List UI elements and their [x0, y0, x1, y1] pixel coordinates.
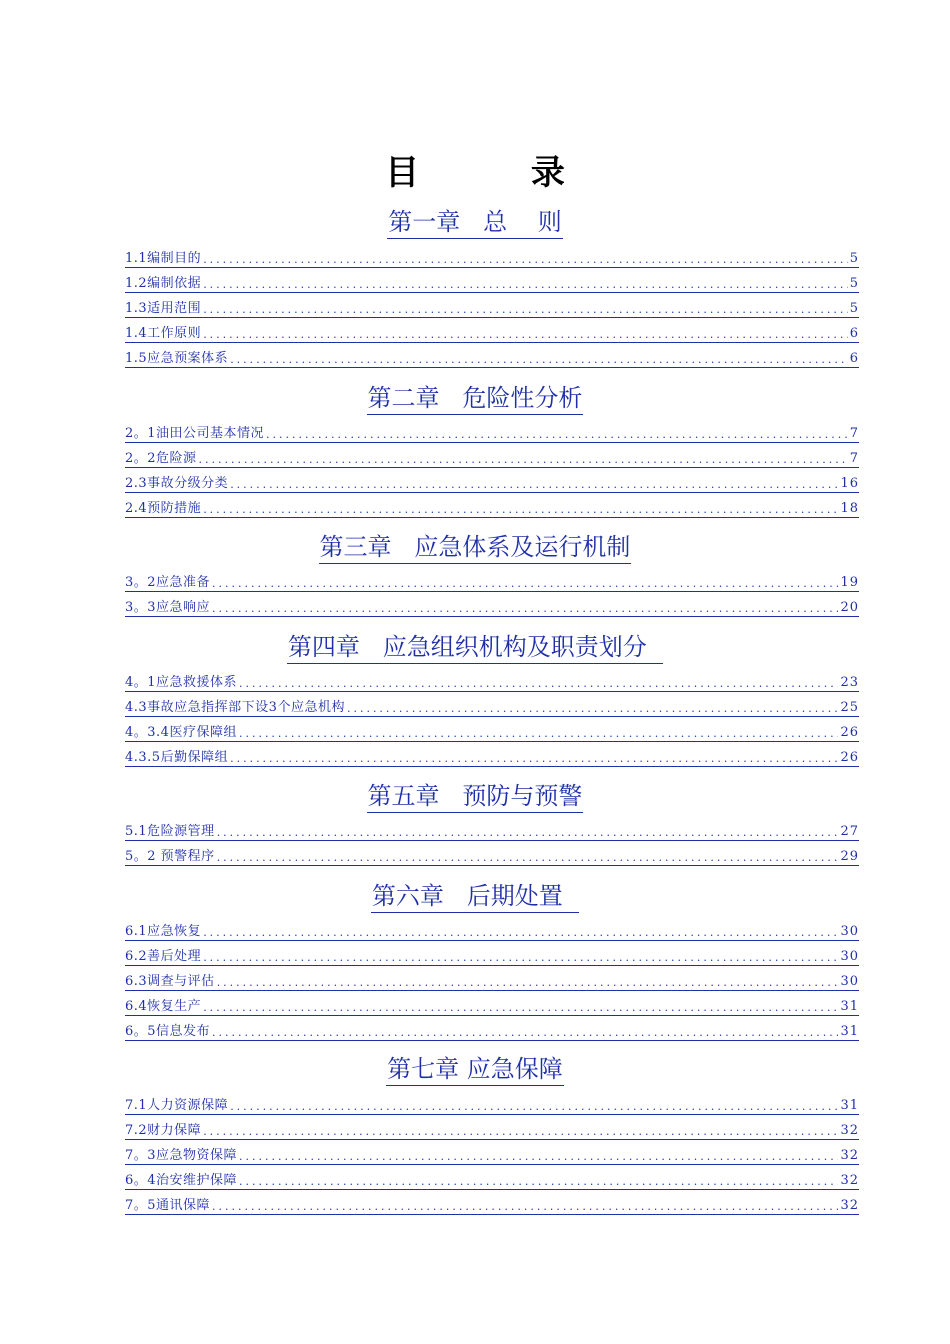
- toc-entry-label: 7。5通讯保障: [125, 1198, 211, 1213]
- toc-entry-page-number: 31: [840, 999, 859, 1014]
- toc-entry-link[interactable]: [125, 698, 859, 717]
- toc-entry-page-number: 25: [840, 700, 859, 715]
- chapter-heading-row: [0, 780, 950, 814]
- toc-entry-page-number: 30: [840, 974, 859, 989]
- toc-entry-link[interactable]: [125, 249, 859, 268]
- toc-entry-link[interactable]: [125, 274, 859, 293]
- toc-entry-label: 2.3事故分级分类: [125, 476, 229, 491]
- dot-leader: [237, 1174, 838, 1189]
- dot-leader: [197, 452, 848, 467]
- dot-leader: [228, 477, 838, 492]
- toc-entry-label: 4。3.4医疗保障组: [125, 725, 237, 740]
- toc-entry-page-number: 32: [840, 1148, 859, 1163]
- chapter-heading[interactable]: 第六章 后期处置: [371, 880, 579, 913]
- toc-entry-page-number: 16: [840, 476, 859, 491]
- toc-entry-link[interactable]: [125, 1121, 859, 1140]
- toc-entry-link[interactable]: [125, 1096, 859, 1115]
- toc-entry-label: 7.2财力保障: [125, 1123, 202, 1138]
- dot-leader: [215, 825, 839, 840]
- dot-leader: [210, 601, 838, 616]
- toc-entry-page-number: 31: [840, 1098, 859, 1113]
- toc-entry-link[interactable]: [125, 1146, 859, 1165]
- chapter-heading[interactable]: 第七章 应急保障: [386, 1053, 564, 1086]
- chapter-heading-row: [0, 631, 950, 665]
- toc-entry-page-number: 6: [849, 326, 859, 341]
- toc-entry-link[interactable]: [125, 922, 859, 941]
- dot-leader: [201, 502, 838, 517]
- toc-entry-link[interactable]: [125, 723, 859, 742]
- dot-leader: [228, 352, 848, 367]
- toc-entry-label: 4。1应急救援体系: [125, 675, 238, 690]
- toc-entry-page-number: 26: [840, 725, 859, 740]
- toc-entry-link[interactable]: [125, 972, 859, 991]
- toc-entry-label: 1.2编制依据: [125, 276, 202, 291]
- chapter-heading[interactable]: 第四章 应急组织机构及职责划分: [287, 631, 663, 664]
- toc-entry-page-number: 23: [840, 675, 859, 690]
- toc-entry-label: 1.5应急预案体系: [125, 351, 229, 366]
- chapter-heading[interactable]: 第一章 总 则: [387, 206, 562, 239]
- toc-entry-page-number: 32: [840, 1173, 859, 1188]
- toc-entry-label: 3。3应急响应: [125, 600, 211, 615]
- dot-leader: [201, 302, 848, 317]
- toc-entry-label: 6.1应急恢复: [125, 924, 202, 939]
- toc-entry-page-number: 30: [840, 949, 859, 964]
- chapter-heading-row: [0, 206, 950, 240]
- dot-leader: [201, 950, 838, 965]
- toc-entry-link[interactable]: [125, 748, 859, 767]
- toc-entry-link[interactable]: [125, 673, 859, 692]
- dot-leader: [201, 1124, 838, 1139]
- toc-entry-page-number: 5: [849, 301, 859, 316]
- toc-title: 目 录: [385, 153, 615, 193]
- toc-entry-link[interactable]: [125, 822, 859, 841]
- dot-leader: [210, 1025, 838, 1040]
- toc-entry-label: 6。5信息发布: [125, 1024, 211, 1039]
- chapter-heading-row: [0, 880, 950, 914]
- dot-leader: [201, 925, 838, 940]
- toc-entry-link[interactable]: [125, 1022, 859, 1041]
- dot-leader: [345, 701, 839, 716]
- toc-entry-page-number: 7: [849, 426, 859, 441]
- toc-entry-link[interactable]: [125, 349, 859, 368]
- dot-leader: [201, 1000, 838, 1015]
- toc-entry-link[interactable]: [125, 598, 859, 617]
- toc-entry-page-number: 31: [840, 1024, 859, 1039]
- toc-entry-page-number: 32: [840, 1123, 859, 1138]
- toc-entry-link[interactable]: [125, 847, 859, 866]
- dot-leader: [201, 252, 848, 267]
- toc-entry-link[interactable]: [125, 573, 859, 592]
- toc-entry-label: 7.1人力资源保障: [125, 1098, 229, 1113]
- toc-entry-link[interactable]: [125, 499, 859, 518]
- toc-entry-page-number: 18: [840, 501, 859, 516]
- toc-entry-label: 2。1油田公司基本情况: [125, 426, 265, 441]
- chapter-heading-row: [0, 382, 950, 416]
- dot-leader: [215, 850, 839, 865]
- toc-entry-link[interactable]: [125, 1171, 859, 1190]
- dot-leader: [264, 427, 848, 442]
- toc-entry-label: 6.2善后处理: [125, 949, 202, 964]
- toc-entry-label: 1.4工作原则: [125, 326, 202, 341]
- toc-entry-link[interactable]: [125, 449, 859, 468]
- toc-entry-page-number: 32: [840, 1198, 859, 1213]
- toc-entry-page-number: 5: [849, 251, 859, 266]
- toc-entry-label: 1.1编制目的: [125, 251, 202, 266]
- toc-entry-label: 2.4预防措施: [125, 501, 202, 516]
- toc-entry-label: 7。3应急物资保障: [125, 1148, 238, 1163]
- toc-entry-page-number: 6: [849, 351, 859, 366]
- toc-entry-page-number: 27: [840, 824, 859, 839]
- toc-entry-label: 6.3调查与评估: [125, 974, 215, 989]
- toc-entry-link[interactable]: [125, 424, 859, 443]
- toc-entry-label: 5。2 预警程序: [125, 849, 215, 864]
- toc-entry-link[interactable]: [125, 474, 859, 493]
- toc-entry-page-number: 29: [840, 849, 859, 864]
- chapter-heading[interactable]: 第五章 预防与预警: [367, 780, 584, 813]
- toc-entry-page-number: 7: [849, 451, 859, 466]
- toc-entry-link[interactable]: [125, 1196, 859, 1215]
- dot-leader: [201, 327, 848, 342]
- toc-entry-link[interactable]: [125, 997, 859, 1016]
- toc-entry-label: 1.3适用范围: [125, 301, 202, 316]
- toc-entry-label: 2。2危险源: [125, 451, 197, 466]
- toc-entry-link[interactable]: [125, 947, 859, 966]
- toc-entry-page-number: 20: [840, 600, 859, 615]
- toc-entry-label: 5.1危险源管理: [125, 824, 215, 839]
- chapter-heading[interactable]: 第二章 危险性分析: [367, 382, 584, 415]
- toc-entry-page-number: 19: [840, 575, 859, 590]
- dot-leader: [228, 751, 838, 766]
- chapter-heading-row: [0, 1053, 950, 1087]
- toc-entry-link[interactable]: [125, 324, 859, 343]
- dot-leader: [237, 1149, 838, 1164]
- toc-entry-page-number: 30: [840, 924, 859, 939]
- toc-entry-label: 6。4治安维护保障: [125, 1173, 238, 1188]
- dot-leader: [210, 1199, 838, 1214]
- dot-leader: [215, 975, 839, 990]
- chapter-heading[interactable]: 第三章 应急体系及运行机制: [319, 531, 632, 564]
- toc-entry-label: 4.3.5后勤保障组: [125, 750, 229, 765]
- dot-leader: [237, 676, 838, 691]
- dot-leader: [210, 576, 838, 591]
- toc-entry-page-number: 26: [840, 750, 859, 765]
- toc-entry-label: 6.4恢复生产: [125, 999, 202, 1014]
- dot-leader: [228, 1099, 838, 1114]
- toc-entry-label: 4.3事故应急指挥部下设3个应急机构: [125, 700, 345, 715]
- dot-leader: [201, 277, 848, 292]
- toc-entry-label: 3。2应急准备: [125, 575, 211, 590]
- toc-entry-link[interactable]: [125, 299, 859, 318]
- chapter-heading-row: [0, 531, 950, 565]
- dot-leader: [237, 726, 839, 741]
- toc-entry-page-number: 5: [849, 276, 859, 291]
